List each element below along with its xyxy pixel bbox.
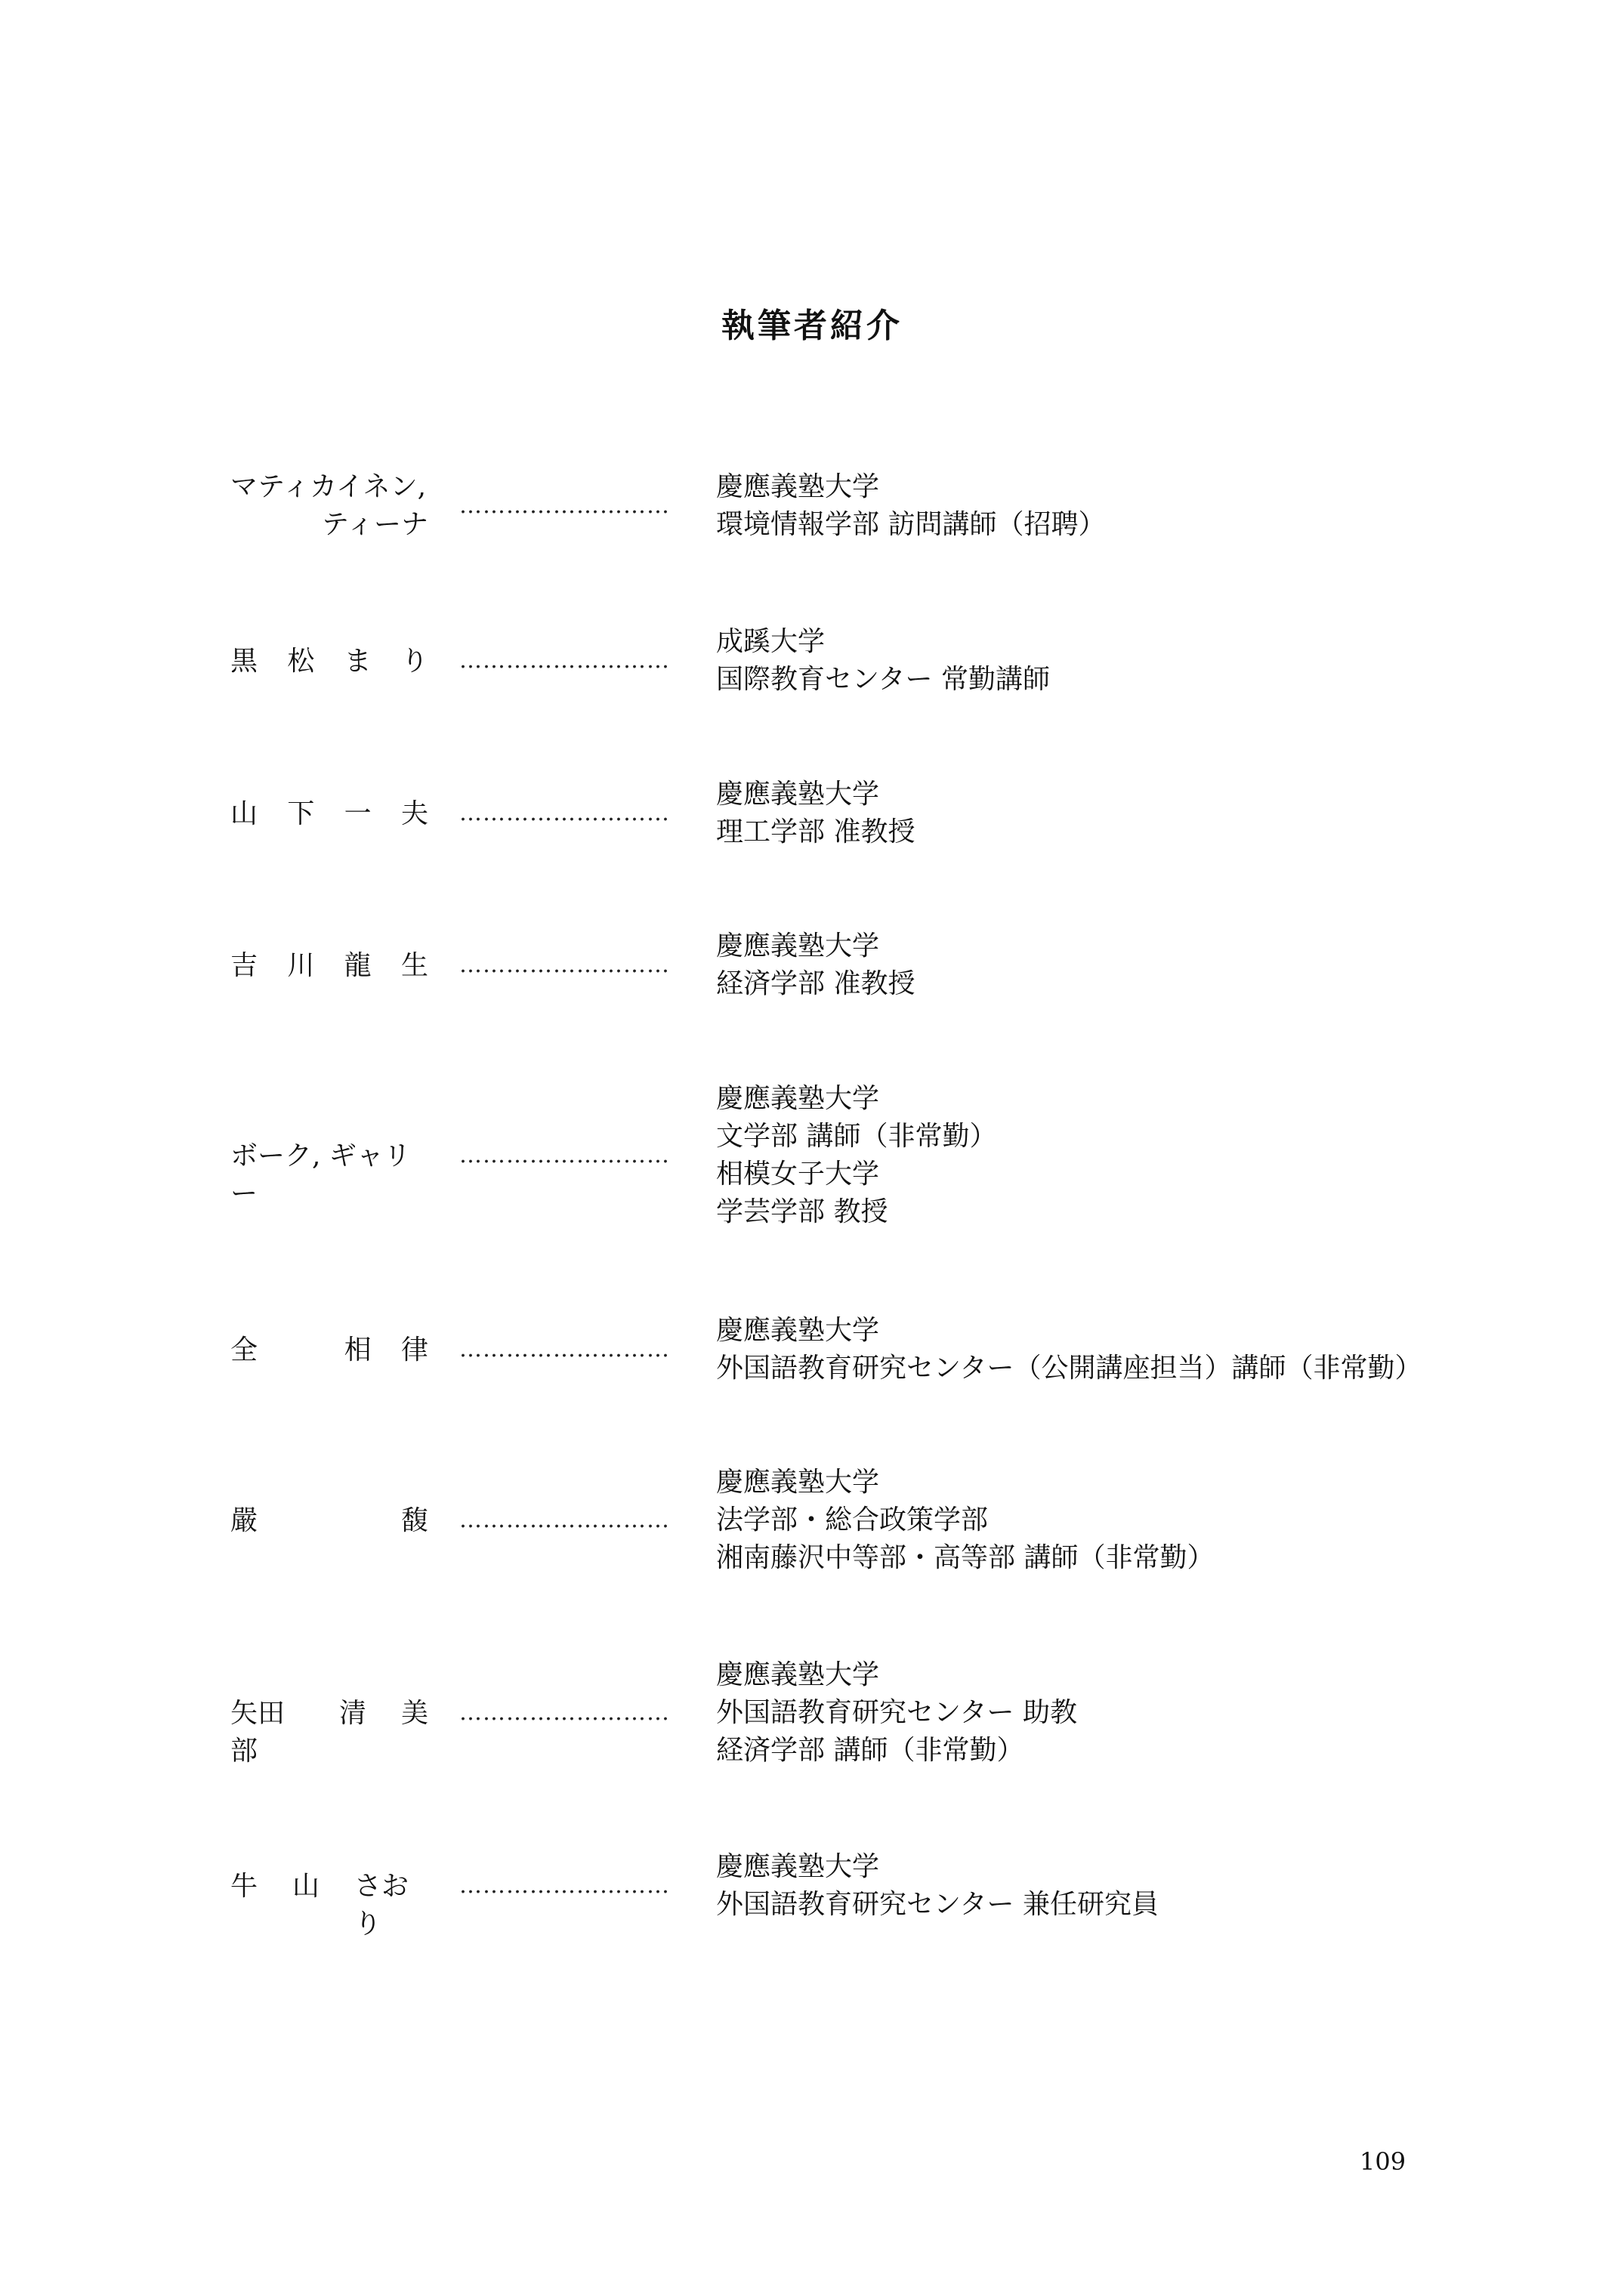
name-part: 馥 — [400, 1505, 428, 1536]
name-part: 吉 — [230, 950, 258, 981]
affiliation-line: 慶應義塾大学 — [716, 1315, 880, 1346]
name-part: ボーク, ギャリー — [230, 1140, 411, 1209]
affiliation-line: 環境情報学部 訪問講師（招聘） — [716, 509, 1106, 540]
dot-leader: ……………………… — [459, 1142, 670, 1168]
affiliation-line: 外国語教育研究センター 兼任研究員 — [716, 1889, 1159, 1920]
affiliation-line: 外国語教育研究センター 助教 — [716, 1697, 1078, 1728]
affiliation-line: 成蹊大学 — [716, 626, 826, 657]
dot-leader: ……………………… — [459, 492, 670, 519]
affiliation-line: 法学部・総合政策学部 — [716, 1504, 989, 1535]
affiliation-line: 慶應義塾大学 — [716, 1083, 880, 1114]
name-part: 川 — [287, 950, 315, 981]
page-title: 執筆者紹介 — [721, 307, 903, 345]
name-part: 嚴 — [230, 1505, 258, 1536]
name-part: 山 — [292, 1871, 320, 1902]
contributor-name — [230, 947, 428, 985]
affiliation — [716, 1656, 1585, 1770]
affiliation-line: 慶應義塾大学 — [716, 1467, 880, 1498]
dot-leader: ……………………… — [459, 1336, 670, 1363]
contributor-name — [230, 1332, 428, 1369]
name-part: り — [400, 646, 428, 677]
contributor-name — [230, 795, 428, 833]
name-part: 生 — [400, 950, 428, 981]
name-part: 一 — [344, 798, 372, 829]
name-part: ま — [344, 646, 372, 677]
affiliation — [716, 468, 1585, 544]
name-part: 下 — [287, 798, 315, 829]
affiliation-line: 学芸学部 教授 — [716, 1196, 888, 1227]
affiliation-line: 経済学部 講師（非常勤） — [716, 1735, 1024, 1766]
contributor-name — [230, 1868, 428, 1943]
affiliation-line: 慶應義塾大学 — [716, 471, 880, 502]
dot-leader: ……………………… — [459, 647, 670, 674]
contributor-name — [230, 1502, 428, 1540]
name-part: 夫 — [400, 798, 428, 829]
affiliation-line: 経済学部 准教授 — [716, 968, 915, 999]
name-line: マティカイネン, — [230, 471, 427, 502]
affiliation-line: 理工学部 准教授 — [716, 816, 915, 847]
dot-leader: ……………………… — [459, 1872, 670, 1899]
name-part: 黒 — [230, 646, 258, 677]
affiliation-line: 慶應義塾大学 — [716, 779, 880, 810]
name-part: 全 — [230, 1335, 258, 1366]
name-part: 律 — [400, 1335, 428, 1366]
affiliation-line: 慶應義塾大学 — [716, 1851, 880, 1882]
contributor-name — [230, 1137, 428, 1213]
contributor-name — [230, 643, 428, 680]
dot-leader: ……………………… — [459, 1699, 670, 1726]
affiliation-line: 慶應義塾大学 — [716, 1659, 880, 1690]
name-part: 龍 — [344, 950, 372, 981]
affiliation — [716, 776, 1585, 851]
affiliation — [716, 623, 1585, 699]
name-part: 松 — [287, 646, 315, 677]
name-part: 美 — [400, 1698, 428, 1729]
affiliation-line: 慶應義塾大学 — [716, 930, 880, 961]
affiliation-line: 相模女子大学 — [716, 1159, 880, 1190]
affiliation-line: 国際教育センター 常勤講師 — [716, 664, 1051, 695]
name-part: 矢田部 — [230, 1698, 286, 1767]
name-part: 清 — [338, 1698, 366, 1729]
dot-leader: ……………………… — [459, 952, 670, 978]
name-part — [287, 1332, 314, 1369]
page-number: 109 — [1360, 2147, 1406, 2176]
affiliation-line: 外国語教育研究センター（公開講座担当）講師（非常勤） — [716, 1353, 1422, 1384]
affiliation — [716, 1848, 1585, 1924]
contributor-name — [230, 1695, 428, 1770]
affiliation — [716, 1464, 1585, 1577]
affiliation — [716, 1080, 1585, 1231]
name-line: ティーナ — [321, 509, 428, 540]
name-part: さおり — [354, 1871, 409, 1940]
dot-leader: ……………………… — [459, 1507, 670, 1533]
name-part: 牛 — [230, 1871, 258, 1902]
affiliation-line: 湘南藤沢中等部・高等部 講師（非常勤） — [716, 1542, 1215, 1573]
affiliation-line: 文学部 講師（非常勤） — [716, 1121, 997, 1152]
contributor-name — [230, 468, 428, 544]
affiliation — [716, 927, 1585, 1003]
affiliation — [716, 1312, 1585, 1387]
name-part: 山 — [230, 798, 258, 829]
name-part: 相 — [344, 1335, 372, 1366]
dot-leader: ……………………… — [459, 800, 670, 826]
